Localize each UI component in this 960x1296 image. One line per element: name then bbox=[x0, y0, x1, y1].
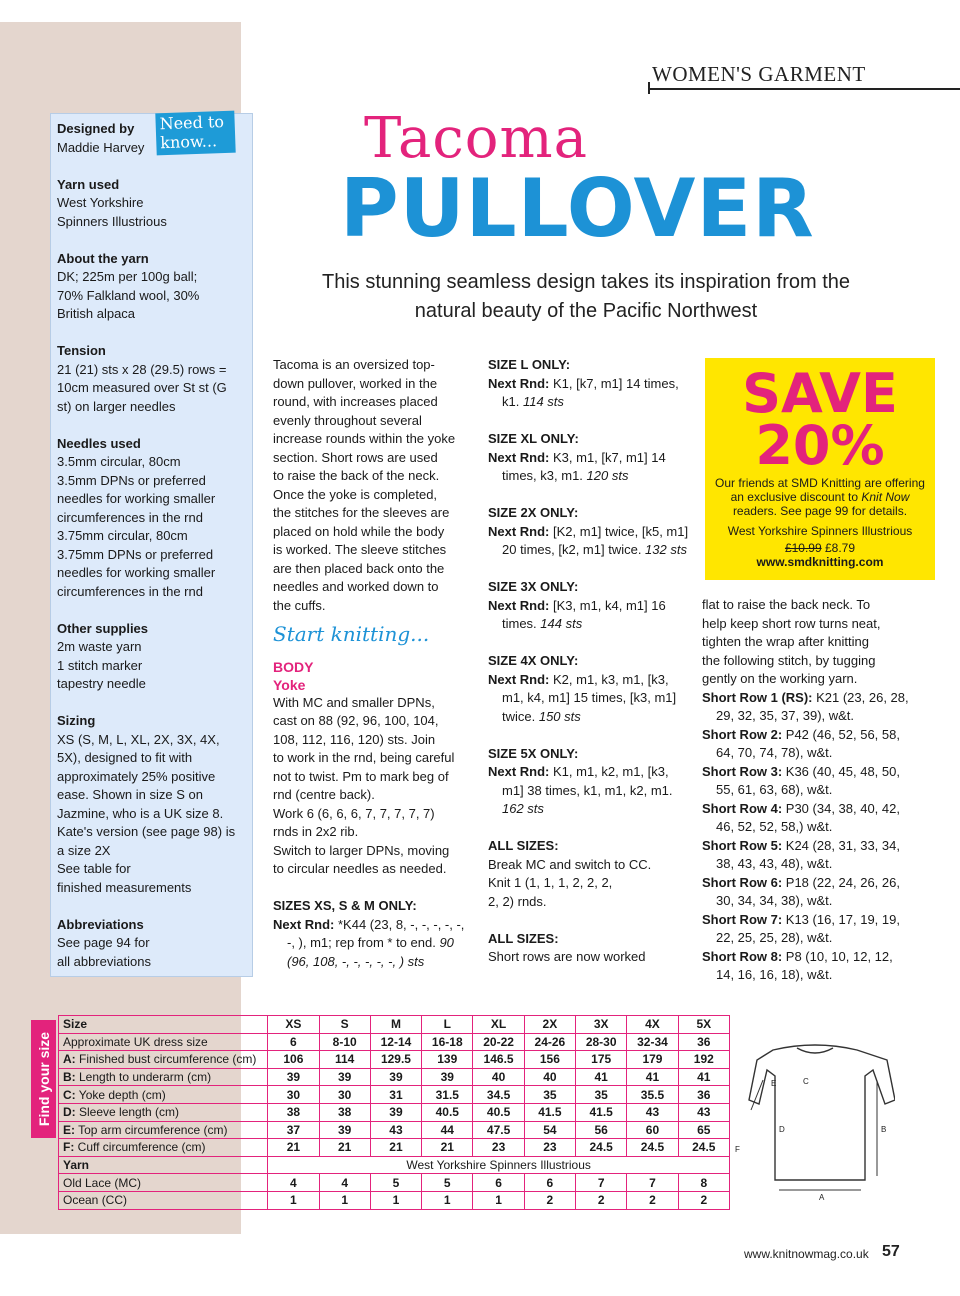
next-rnd-instruction: Next Rnd: K1, m1, k2, m1, [k3, m1] 38 times, k1, m1, k2, m1. 162 sts bbox=[488, 764, 673, 816]
sidebar-block bbox=[57, 916, 252, 972]
table-cell: 8 bbox=[678, 1174, 729, 1192]
sidebar-line: 3.5mm circular, 80cm bbox=[57, 454, 181, 469]
need-to-know-sidebar bbox=[50, 113, 253, 977]
table-cell: 6 bbox=[524, 1174, 575, 1192]
sidebar-line: all abbreviations bbox=[57, 953, 151, 969]
text-line: evenly throughout several bbox=[273, 412, 422, 428]
table-cell: 41 bbox=[678, 1068, 729, 1086]
short-row: Short Row 8: P8 (10, 10, 12, 12, 14, 16, 16, 18), w&t. bbox=[702, 948, 893, 982]
table-cell: 40 bbox=[473, 1068, 524, 1086]
table-cell: L bbox=[422, 1016, 473, 1034]
text-line: the stitches for the sleeves are bbox=[273, 505, 450, 520]
save-description: Our friends at SMD Knitting are offering an exclusive discount to Knit Now readers. See page 99 for details. bbox=[715, 476, 925, 518]
table-cell: 24.5 bbox=[576, 1139, 627, 1157]
table-cell: 41 bbox=[576, 1068, 627, 1086]
text-line: round, with increases placed bbox=[273, 394, 438, 409]
table-cell: 21 bbox=[422, 1139, 473, 1157]
text-line: to raise the back of the neck. bbox=[273, 468, 440, 483]
sidebar-line: circumferences in the rnd bbox=[57, 509, 203, 525]
label-d: D bbox=[779, 1125, 785, 1134]
table-cell: Approximate UK dress size bbox=[59, 1033, 268, 1051]
table-cell: 2 bbox=[627, 1191, 678, 1209]
find-your-size-tab: Find your size bbox=[31, 1020, 56, 1138]
next-rnd-instruction: Next Rnd: K2, m1, k3, m1, [k3, m1, k4, m1] 15 times, [k3, m1] twice. 150 sts bbox=[488, 671, 677, 724]
table-cell: 32-34 bbox=[627, 1033, 678, 1051]
table-row bbox=[59, 1086, 730, 1104]
table-cell: Old Lace (MC) bbox=[59, 1174, 268, 1192]
text-line: Knit 1 (1, 1, 1, 2, 2, 2, bbox=[488, 875, 613, 890]
sidebar-heading: Needles used bbox=[57, 435, 141, 451]
sidebar-line: ease. Shown in size S on bbox=[57, 787, 203, 802]
table-cell: 39 bbox=[268, 1068, 319, 1086]
page-number: 57 bbox=[882, 1243, 900, 1260]
table-cell: 6 bbox=[473, 1174, 524, 1192]
table-cell: 24.5 bbox=[627, 1139, 678, 1157]
table-cell: 8-10 bbox=[319, 1033, 370, 1051]
table-row bbox=[59, 1051, 730, 1069]
title-script: Tacoma bbox=[364, 106, 588, 171]
label-a: A bbox=[819, 1193, 825, 1200]
table-cell: 1 bbox=[422, 1191, 473, 1209]
table-cell: 1 bbox=[268, 1191, 319, 1209]
table-cell: 6 bbox=[268, 1033, 319, 1051]
text-line: section. Short rows are used bbox=[273, 449, 438, 465]
next-rnd-instruction: Next Rnd: K3, m1, [k7, m1] 14 times, k3, m1. 120 sts bbox=[488, 449, 666, 483]
sidebar-line: 2m waste yarn bbox=[57, 639, 142, 654]
table-row bbox=[59, 1139, 730, 1157]
table-row bbox=[59, 1033, 730, 1051]
table-cell: 39 bbox=[370, 1103, 421, 1121]
table-cell: 31 bbox=[370, 1086, 421, 1104]
sidebar-heading: Tension bbox=[57, 343, 106, 358]
need-to-know-badge: Need to know... bbox=[155, 111, 235, 156]
sidebar-line: DK; 225m per 100g ball; bbox=[57, 269, 198, 284]
table-row bbox=[59, 1103, 730, 1121]
sidebar-line: approximately 25% positive bbox=[57, 768, 216, 784]
table-cell: 2 bbox=[524, 1191, 575, 1209]
table-cell: 139 bbox=[422, 1051, 473, 1069]
all-sizes-heading: ALL SIZES: bbox=[488, 838, 559, 853]
table-cell: 40.5 bbox=[422, 1103, 473, 1121]
short-rows-list bbox=[702, 689, 912, 985]
table-cell: West Yorkshire Spinners Illustrious bbox=[268, 1156, 730, 1174]
table-cell: F: Cuff circumference (cm) bbox=[59, 1139, 268, 1157]
sidebar-line: 21 (21) sts x 28 (29.5) rows = bbox=[57, 361, 227, 377]
sidebar-block bbox=[57, 176, 252, 232]
size-heading: SIZE 5X ONLY: bbox=[488, 745, 579, 761]
save-price: £10.99 £8.79 bbox=[784, 541, 856, 555]
label-c: C bbox=[803, 1077, 809, 1086]
table-cell: 12-14 bbox=[370, 1033, 421, 1051]
all-sizes-text bbox=[488, 856, 693, 912]
short-row: Short Row 6: P18 (22, 24, 26, 26, 30, 34, 34, 38), w&t. bbox=[702, 874, 900, 908]
sidebar-line: 70% Falkland wool, 30% bbox=[57, 287, 200, 303]
text-line: With MC and smaller DPNs, bbox=[273, 694, 435, 710]
text-line: the cuffs. bbox=[273, 597, 326, 613]
sidebar-line: 3.75mm circular, 80cm bbox=[57, 528, 188, 543]
table-cell: 28-30 bbox=[576, 1033, 627, 1051]
table-row bbox=[59, 1156, 730, 1174]
sidebar-block bbox=[57, 435, 252, 602]
table-cell: 7 bbox=[576, 1174, 627, 1192]
table-cell: 114 bbox=[319, 1051, 370, 1069]
table-cell: 36 bbox=[678, 1086, 729, 1104]
table-cell: 146.5 bbox=[473, 1051, 524, 1069]
body-heading: BODY bbox=[273, 658, 314, 675]
sidebar-block bbox=[57, 250, 252, 324]
table-cell: 23 bbox=[524, 1139, 575, 1157]
table-cell: 56 bbox=[576, 1121, 627, 1139]
table-cell: 34.5 bbox=[473, 1086, 524, 1104]
sidebar-block bbox=[57, 620, 252, 694]
label-e: E bbox=[771, 1079, 777, 1088]
intro-text bbox=[273, 356, 473, 615]
table-cell: 2 bbox=[576, 1191, 627, 1209]
yoke-text bbox=[273, 694, 473, 879]
text-line: Switch to larger DPNs, moving bbox=[273, 842, 450, 858]
table-cell: B: Length to underarm (cm) bbox=[59, 1068, 268, 1086]
table-cell: 3X bbox=[576, 1016, 627, 1034]
sidebar-line: 10cm measured over St st (G bbox=[57, 380, 227, 395]
table-cell: 38 bbox=[268, 1103, 319, 1121]
table-cell: 39 bbox=[370, 1068, 421, 1086]
table-row bbox=[59, 1121, 730, 1139]
next-rnd-instruction: Next Rnd: [K2, m1] twice, [k5, m1] 20 times, [k2, m1] twice. 132 sts bbox=[488, 523, 689, 557]
table-cell: 35 bbox=[524, 1086, 575, 1104]
sidebar-block bbox=[57, 342, 252, 416]
table-cell: 41.5 bbox=[576, 1103, 627, 1121]
table-cell: S bbox=[319, 1016, 370, 1034]
table-cell: 2 bbox=[678, 1191, 729, 1209]
text-line: placed on hold while the body bbox=[273, 523, 445, 539]
table-cell: 35 bbox=[576, 1086, 627, 1104]
text-line: down pullover, worked in the bbox=[273, 375, 438, 391]
next-rnd-instruction: Next Rnd: *K44 (23, 8, -, -, -, -, -, -, ), m1; rep from * to end. 90 (96, 108, -, -, -, -, -, ) sts bbox=[273, 916, 465, 969]
table-cell: C: Yoke depth (cm) bbox=[59, 1086, 268, 1104]
sidebar-line: Kate's version (see page 98) is bbox=[57, 824, 236, 839]
table-row bbox=[59, 1191, 730, 1209]
size-table bbox=[58, 1015, 730, 1210]
table-cell: E: Top arm circumference (cm) bbox=[59, 1121, 268, 1139]
size-heading: SIZE 2X ONLY: bbox=[488, 505, 579, 520]
short-row: Short Row 2: P42 (46, 52, 56, 58, 64, 70, 74, 78), w&t. bbox=[702, 726, 900, 760]
save-discount-box bbox=[705, 358, 935, 580]
table-cell: 39 bbox=[422, 1068, 473, 1086]
sidebar-line: a size 2X bbox=[57, 842, 111, 858]
table-cell: 24-26 bbox=[524, 1033, 575, 1051]
text-line: tighten the wrap after knitting bbox=[702, 634, 869, 649]
table-cell: Size bbox=[59, 1016, 268, 1034]
table-cell: 175 bbox=[576, 1051, 627, 1069]
table-cell: 39 bbox=[319, 1121, 370, 1139]
short-row: Short Row 5: K24 (28, 31, 33, 34, 38, 43, 43, 48), w&t. bbox=[702, 837, 900, 871]
text-line: cast on 88 (92, 96, 100, 104, bbox=[273, 713, 439, 728]
sidebar-line: finished measurements bbox=[57, 879, 192, 895]
yoke-heading: Yoke bbox=[273, 676, 306, 693]
table-cell: 5 bbox=[370, 1174, 421, 1192]
table-cell: 16-18 bbox=[422, 1033, 473, 1051]
text-line: help keep short row turns neat, bbox=[702, 615, 881, 631]
header-rule bbox=[648, 88, 960, 90]
table-cell: XS bbox=[268, 1016, 319, 1034]
text-line: Short rows are now worked bbox=[488, 949, 646, 964]
sidebar-line: needles for working smaller bbox=[57, 565, 216, 580]
garment-diagram bbox=[735, 1040, 895, 1200]
table-cell: Ocean (CC) bbox=[59, 1191, 268, 1209]
table-cell: Yarn bbox=[59, 1156, 268, 1174]
table-cell: 23 bbox=[473, 1139, 524, 1157]
table-cell: 106 bbox=[268, 1051, 319, 1069]
sidebar-heading: Designed by bbox=[57, 121, 135, 136]
save-percent: 20% bbox=[755, 414, 885, 477]
table-cell: 1 bbox=[370, 1191, 421, 1209]
sidebar-line: West Yorkshire bbox=[57, 195, 144, 210]
text-line: Tacoma is an oversized top- bbox=[273, 357, 435, 372]
sweater-outline bbox=[749, 1045, 895, 1180]
text-line: flat to raise the back neck. To bbox=[702, 597, 871, 612]
table-cell: XL bbox=[473, 1016, 524, 1034]
table-cell: 54 bbox=[524, 1121, 575, 1139]
title-main: PULLOVER bbox=[340, 162, 815, 255]
sidebar-line: needles for working smaller bbox=[57, 491, 216, 506]
table-cell: 129.5 bbox=[370, 1051, 421, 1069]
short-row: Short Row 1 (RS): K21 (23, 26, 28, 29, 32, 35, 37, 39), w&t. bbox=[702, 689, 909, 723]
table-cell: 44 bbox=[422, 1121, 473, 1139]
text-line: to work in the rnd, being careful bbox=[273, 750, 455, 765]
table-cell: 37 bbox=[268, 1121, 319, 1139]
table-cell: 43 bbox=[627, 1103, 678, 1121]
text-line: 2, 2) rnds. bbox=[488, 893, 547, 909]
size-heading: SIZE 4X ONLY: bbox=[488, 653, 579, 668]
table-cell: 38 bbox=[319, 1103, 370, 1121]
sidebar-line: Spinners Illustrious bbox=[57, 213, 167, 229]
table-cell: 5 bbox=[422, 1174, 473, 1192]
next-rnd-instruction: Next Rnd: [K3, m1, k4, m1] 16 times. 144 sts bbox=[488, 597, 666, 631]
neckline bbox=[797, 1048, 833, 1053]
text-line: the following stitch, by tugging bbox=[702, 652, 876, 668]
text-line: is worked. The sleeve stitches bbox=[273, 542, 447, 557]
footer-url[interactable]: www.knitnowmag.co.uk bbox=[744, 1247, 869, 1261]
sidebar-heading: Yarn used bbox=[57, 176, 120, 192]
table-row bbox=[59, 1068, 730, 1086]
table-row bbox=[59, 1016, 730, 1034]
text-line: rnd (centre back). bbox=[273, 787, 375, 802]
table-cell: 24.5 bbox=[678, 1139, 729, 1157]
sidebar-line: 3.75mm DPNs or preferred bbox=[57, 546, 214, 562]
column-3 bbox=[702, 596, 912, 985]
column-1 bbox=[273, 356, 473, 971]
table-cell: 36 bbox=[678, 1033, 729, 1051]
table-cell: 1 bbox=[473, 1191, 524, 1209]
sidebar-line: See table for bbox=[57, 861, 131, 876]
sidebar-line: See page 94 for bbox=[57, 935, 150, 950]
table-cell: 31.5 bbox=[422, 1086, 473, 1104]
all-sizes-text-2 bbox=[488, 948, 693, 967]
size-heading: SIZE XL ONLY: bbox=[488, 431, 579, 446]
table-cell: 41 bbox=[627, 1068, 678, 1086]
sidebar-heading: About the yarn bbox=[57, 250, 149, 266]
table-cell: 20-22 bbox=[473, 1033, 524, 1051]
table-cell: 30 bbox=[319, 1086, 370, 1104]
sizes-xs-s-m-heading: SIZES XS, S & M ONLY: bbox=[273, 898, 417, 913]
sidebar-line: Jazmine, who is a UK size 8. bbox=[57, 805, 224, 821]
short-row: Short Row 7: K13 (16, 17, 19, 19, 22, 25, 25, 28), w&t. bbox=[702, 911, 900, 945]
short-row: Short Row 3: K36 (40, 45, 48, 50, 55, 61, 63, 68), w&t. bbox=[702, 763, 900, 797]
table-cell: 156 bbox=[524, 1051, 575, 1069]
sidebar-line: Maddie Harvey bbox=[57, 139, 145, 155]
table-cell: 1 bbox=[319, 1191, 370, 1209]
table-cell: 21 bbox=[268, 1139, 319, 1157]
short-rows-intro bbox=[702, 596, 912, 689]
text-line: to circular needles as needed. bbox=[273, 861, 447, 876]
sidebar-heading: Abbreviations bbox=[57, 916, 144, 932]
text-line: increase rounds within the yoke bbox=[273, 431, 456, 446]
table-cell: A: Finished bust circumference (cm) bbox=[59, 1051, 268, 1069]
table-cell: M bbox=[370, 1016, 421, 1034]
save-brand: West Yorkshire Spinners Illustrious bbox=[727, 524, 913, 538]
sidebar-line: 1 stitch marker bbox=[57, 657, 143, 673]
table-cell: 5X bbox=[678, 1016, 729, 1034]
table-cell: 39 bbox=[319, 1068, 370, 1086]
sidebar-heading: Sizing bbox=[57, 713, 96, 728]
text-line: needles and worked down to bbox=[273, 579, 439, 594]
sidebar-block bbox=[57, 712, 252, 897]
table-cell: 40 bbox=[524, 1068, 575, 1086]
table-cell: 47.5 bbox=[473, 1121, 524, 1139]
table-cell: 41.5 bbox=[524, 1103, 575, 1121]
subtitle: This stunning seamless design takes its inspiration from the natural beauty of the Pacific Northwest bbox=[321, 271, 851, 322]
sidebar-heading: Other supplies bbox=[57, 620, 149, 636]
text-line: not to twist. Pm to mark beg of bbox=[273, 768, 449, 784]
table-cell: 21 bbox=[370, 1139, 421, 1157]
save-url[interactable]: www.smdknitting.com bbox=[756, 555, 884, 569]
table-cell: 43 bbox=[370, 1121, 421, 1139]
table-cell: D: Sleeve length (cm) bbox=[59, 1103, 268, 1121]
table-cell: 30 bbox=[268, 1086, 319, 1104]
text-line: 108, 112, 116, 120) sts. Join bbox=[273, 731, 436, 747]
all-sizes-heading-2: ALL SIZES: bbox=[488, 930, 559, 946]
text-line: rnds in 2x2 rib. bbox=[273, 824, 359, 839]
table-cell: 40.5 bbox=[473, 1103, 524, 1121]
text-line: are then placed back onto the bbox=[273, 560, 445, 576]
size-heading: SIZE L ONLY: bbox=[488, 357, 571, 372]
text-line: Once the yoke is completed, bbox=[273, 486, 438, 502]
sidebar-line: tapestry needle bbox=[57, 676, 146, 691]
sidebar-line: XS (S, M, L, XL, 2X, 3X, 4X, bbox=[57, 731, 220, 747]
label-f: F bbox=[735, 1145, 740, 1154]
size-instructions bbox=[488, 356, 693, 837]
table-cell: 4 bbox=[319, 1174, 370, 1192]
text-line: gently on the working yarn. bbox=[702, 671, 858, 686]
size-heading: SIZE 3X ONLY: bbox=[488, 579, 579, 594]
next-rnd-instruction: Next Rnd: K1, [k7, m1] 14 times, k1. 114 sts bbox=[488, 375, 679, 409]
table-row bbox=[59, 1174, 730, 1192]
table-cell: 43 bbox=[678, 1103, 729, 1121]
column-2 bbox=[488, 356, 693, 967]
table-cell: 35.5 bbox=[627, 1086, 678, 1104]
short-row: Short Row 4: P30 (34, 38, 40, 42, 46, 52, 52, 58,) w&t. bbox=[702, 800, 900, 834]
table-cell: 192 bbox=[678, 1051, 729, 1069]
table-cell: 2X bbox=[524, 1016, 575, 1034]
table-cell: 21 bbox=[319, 1139, 370, 1157]
sidebar-line: 5X), designed to fit with bbox=[57, 750, 193, 765]
sidebar-line: st) on larger needles bbox=[57, 398, 176, 414]
table-cell: 65 bbox=[678, 1121, 729, 1139]
text-line: Work 6 (6, 6, 6, 7, 7, 7, 7, 7) bbox=[273, 805, 435, 821]
section-label: WOMEN'S GARMENT bbox=[652, 62, 866, 86]
start-knitting-heading: Start knitting... bbox=[273, 622, 430, 646]
save-title: SAVE bbox=[742, 362, 898, 425]
label-b: B bbox=[881, 1125, 887, 1134]
text-line: Break MC and switch to CC. bbox=[488, 856, 652, 872]
table-cell: 7 bbox=[627, 1174, 678, 1192]
table-cell: 60 bbox=[627, 1121, 678, 1139]
header-rule-tick bbox=[648, 82, 650, 94]
sidebar-line: British alpaca bbox=[57, 306, 136, 321]
sidebar-line: 3.5mm DPNs or preferred bbox=[57, 472, 206, 488]
table-cell: 4X bbox=[627, 1016, 678, 1034]
sidebar-line: circumferences in the rnd bbox=[57, 583, 203, 599]
table-cell: 179 bbox=[627, 1051, 678, 1069]
table-cell: 4 bbox=[268, 1174, 319, 1192]
